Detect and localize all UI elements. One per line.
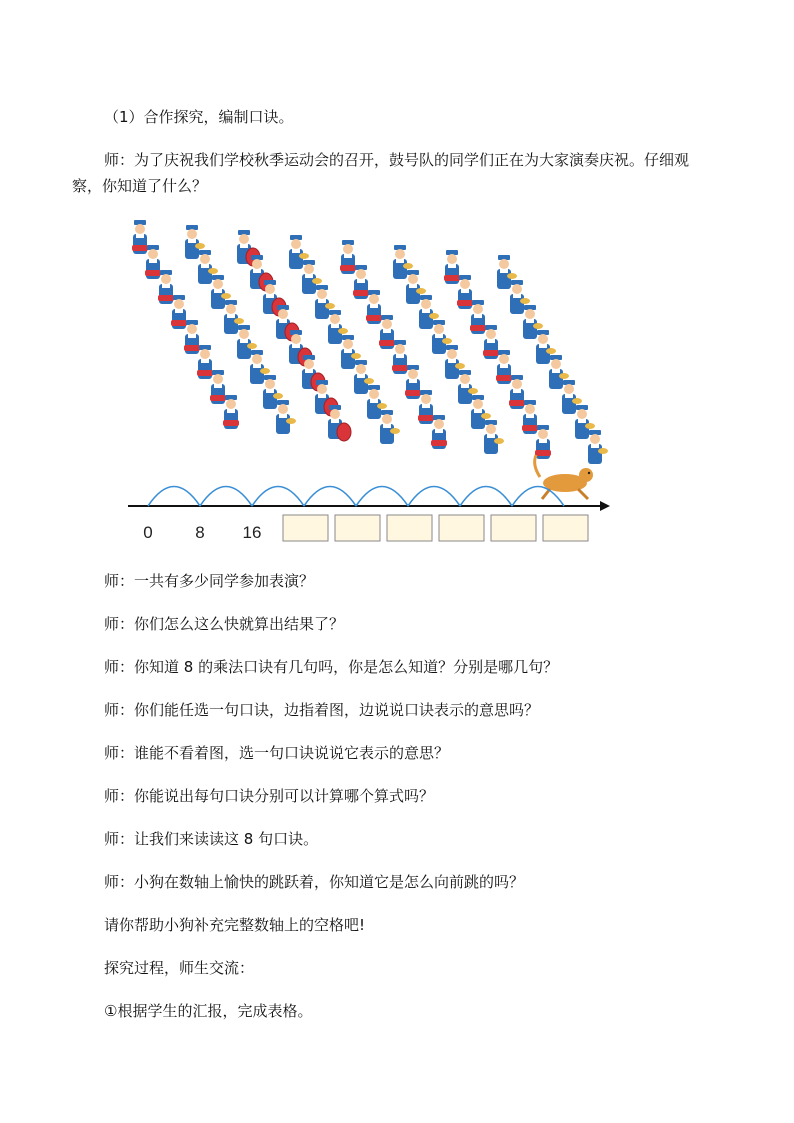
prompt-line: 请你帮助小狗补充完整数轴上的空格吧! xyxy=(104,916,366,934)
step-1-text: 根据学生的汇报，完成表格。 xyxy=(117,1002,313,1020)
band-member xyxy=(366,290,382,336)
number-label-16: 16 xyxy=(242,523,262,542)
band-member xyxy=(483,325,499,371)
band-member xyxy=(223,395,239,441)
band-and-number-line-illustration xyxy=(100,205,620,560)
answer-box xyxy=(491,515,536,541)
jump-arc xyxy=(356,487,408,507)
band-member xyxy=(431,415,447,461)
answer-boxes xyxy=(283,515,588,541)
question-6: 师：你能说出每句口诀分别可以计算哪个算式吗？ xyxy=(104,787,435,805)
question-2: 师：你们怎么这么快就算出结果了？ xyxy=(104,615,345,633)
band-member xyxy=(444,250,460,296)
band-member xyxy=(145,245,161,291)
answer-box xyxy=(439,515,484,541)
band-member xyxy=(158,270,174,316)
process-line: 探究过程，师生交流： xyxy=(104,959,255,977)
band-member xyxy=(197,345,213,391)
band-member xyxy=(379,315,395,361)
band-member xyxy=(171,295,187,341)
band-member xyxy=(588,430,608,476)
jump-arc xyxy=(148,487,200,507)
number-label-0: 0 xyxy=(143,523,153,542)
band-member xyxy=(328,405,351,451)
band-member xyxy=(276,400,296,446)
band-member xyxy=(457,275,473,321)
intro-line-2: 察，你知道了什么？ xyxy=(72,177,208,195)
section-heading: （1）合作探究，编制口诀。 xyxy=(104,108,294,126)
question-4: 师：你们能任选一句口诀，边指着图，边说说口诀表示的意思吗？ xyxy=(104,701,540,719)
band-member xyxy=(380,410,400,456)
intro-line-1: 师：为了庆祝我们学校秋季运动会的召开，鼓号队的同学们正在为大家演奏庆祝。仔细观 xyxy=(104,151,690,169)
jump-arc xyxy=(408,487,460,507)
number-line xyxy=(128,487,610,543)
answer-box xyxy=(543,515,588,541)
band-member xyxy=(340,240,356,286)
answer-box xyxy=(283,515,328,541)
answer-box xyxy=(335,515,380,541)
band-member xyxy=(353,265,369,311)
jump-arc xyxy=(304,487,356,507)
band-member xyxy=(210,370,226,416)
band-member xyxy=(522,400,538,446)
dog-illustration xyxy=(535,455,593,499)
question-5: 师：谁能不看着图，选一句口诀说说它表示的意思？ xyxy=(104,744,450,762)
drum-band-formation xyxy=(132,220,608,476)
question-1: 师：一共有多少同学参加表演？ xyxy=(104,572,315,590)
question-7: 师：让我们来读读这 8 句口诀。 xyxy=(104,830,319,848)
band-member xyxy=(184,320,200,366)
answer-box xyxy=(387,515,432,541)
band-member xyxy=(509,375,525,421)
jump-arc xyxy=(460,487,512,507)
jump-arc xyxy=(200,487,252,507)
band-member xyxy=(132,220,148,266)
band-member xyxy=(535,425,551,471)
question-8: 师：小狗在数轴上愉快的跳跃着，你知道它是怎么向前跳的吗？ xyxy=(104,873,525,891)
number-label-8: 8 xyxy=(195,523,205,542)
band-member xyxy=(405,365,421,411)
band-member xyxy=(470,300,486,346)
circled-one-marker: ① xyxy=(104,1002,118,1020)
band-member xyxy=(496,350,512,396)
jump-arcs xyxy=(148,487,564,507)
band-member xyxy=(392,340,408,386)
jump-arc xyxy=(252,487,304,507)
band-member xyxy=(418,390,434,436)
question-3: 师：你知道 8 的乘法口诀有几句吗，你是怎么知道？分别是哪几句？ xyxy=(104,658,559,676)
band-member xyxy=(484,420,504,466)
step-1-line xyxy=(104,998,312,1024)
